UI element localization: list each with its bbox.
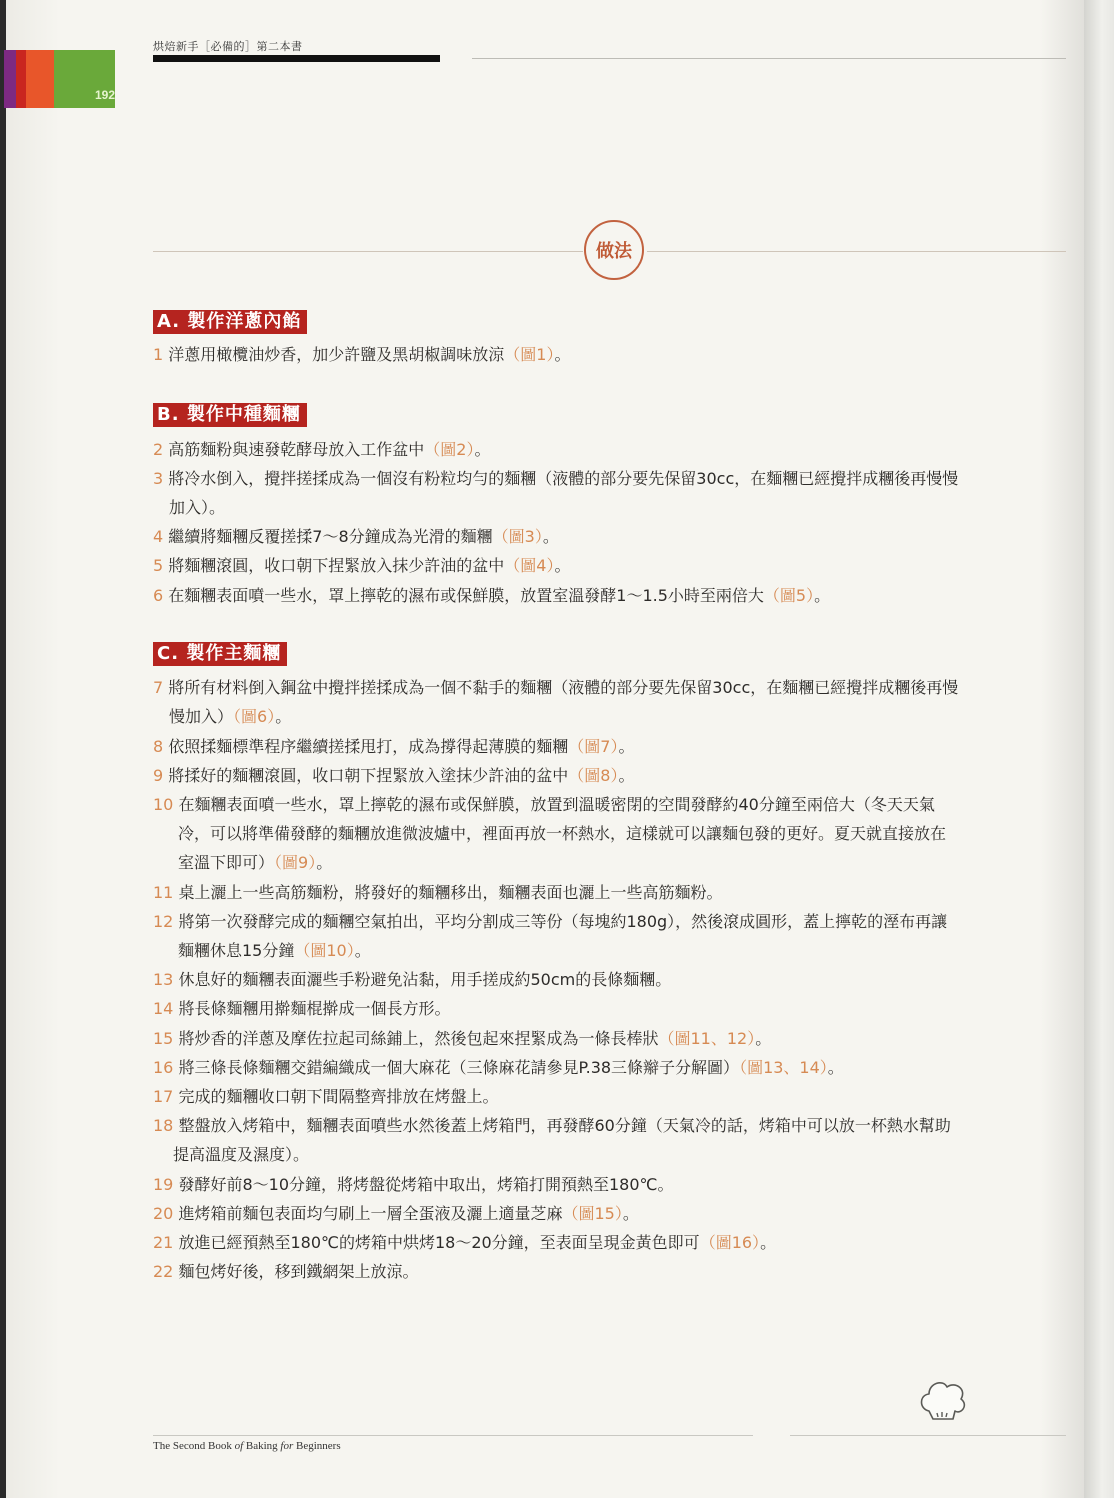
step-text-line2: 冷，可以將準備發酵的麵糰放進微波爐中，裡面再放一杯熱水，這樣就可以讓麵包發的更好。夏天就直接放在 [178,824,947,843]
footer-italic: of [234,1440,244,1452]
step-text-line2: 提高溫度及濕度）。 [173,1145,310,1164]
step-tail: 。 [814,586,831,605]
step-text: 洋蔥用橄欖油炒香，加少許鹽及黑胡椒調味放涼 [168,345,505,364]
step-number: 3 [153,469,164,488]
step-number: 7 [153,678,164,697]
step-tail: 。 [316,853,333,872]
step-number: 14 [153,999,174,1018]
step-number: 9 [153,766,164,785]
step-text: 將第一次發酵完成的麵糰空氣拍出，平均分割成三等份（每塊約180g），然後滾成圓形，蓋上擰乾的溼布再讓 [178,912,948,931]
step-text: 繼續將麵糰反覆搓揉7～8分鐘成為光滑的麵糰 [168,527,493,546]
step-6 [153,581,830,610]
book-title: 烘焙新手［必備的］第二本書 [153,40,303,53]
step-tail: 。 [554,556,571,575]
step-number: 18 [153,1116,174,1135]
header-bar [153,55,440,62]
step-number: 19 [153,1175,174,1194]
figure-ref: （圖5） [763,586,815,605]
section-heading-b: B. 製作中種麵糰 [153,403,307,427]
figure-ref: （圖13、14） [739,1058,828,1077]
step-number: 16 [153,1058,174,1077]
step-tail: 。 [827,1058,844,1077]
figure-ref: （圖3） [492,527,543,546]
figure-ref: （圖11、12） [658,1029,756,1048]
step-10 [153,790,946,877]
step-text: 完成的麵糰收口朝下間隔整齊排放在烤盤上。 [178,1087,499,1106]
step-number: 6 [153,586,164,605]
section-heading-c: C. 製作主麵糰 [153,642,287,666]
figure-ref: （圖6） [233,707,276,726]
step-7 [153,673,958,731]
step-number: 2 [153,440,164,459]
step-text: 整盤放入烤箱中，麵糰表面噴些水然後蓋上烤箱門，再發酵60分鐘（天氣冷的話，烤箱中可以放一杯熱水幫助 [178,1116,951,1135]
step-number: 13 [153,970,174,989]
step-text: 在麵糰表面噴一些水，罩上擰乾的濕布或保鮮膜，放置室溫發酵1～1.5小時至兩倍大 [168,586,764,605]
step-text-line2: 加入）。 [169,498,226,517]
step-tail: 。 [542,527,559,546]
step-text: 將三條長條麵糰交錯編織成一個大麻花（三條麻花請參見P.38三條辮子分解圖） [178,1058,740,1077]
figure-ref: （圖1） [504,345,555,364]
step-text-line3 [153,848,946,877]
step-text: 進烤箱前麵包表面均勻刷上一層全蛋液及灑上適量芝麻 [178,1204,563,1223]
step-tail: 。 [618,737,635,756]
step-12 [153,907,947,965]
step-text: 將揉好的麵糰滾圓，收口朝下捏緊放入塗抹少許油的盆中 [168,766,569,785]
header-rule [472,58,1066,59]
method-badge [584,220,644,280]
method-divider-right [647,251,1066,252]
step-5 [153,551,571,580]
step-text: 高筋麵粉與速發乾酵母放入工作盆中 [168,440,425,459]
color-tab-orange [26,50,54,108]
step-4 [153,522,559,551]
page-left-edge [0,0,6,1498]
step-tail: 。 [275,707,292,726]
section-heading-a: A. 製作洋蔥內餡 [153,310,307,334]
step-text-line2 [153,936,947,965]
step-text-line2 [153,702,958,731]
step-17 [153,1082,498,1111]
step-text: 發酵好前8～10分鐘，將烤盤從烤箱中取出，烤箱打開預熱至180℃。 [178,1175,674,1194]
step-tail: 。 [554,345,571,364]
figure-ref: （圖15） [562,1204,623,1223]
step-tail: 。 [755,1029,772,1048]
step-tail: 。 [622,1204,639,1223]
step-number: 17 [153,1087,174,1106]
step-number: 12 [153,912,174,931]
step-tail: 。 [618,766,635,785]
step-number: 15 [153,1029,174,1048]
step-9 [153,761,635,790]
step-text: 將所有材料倒入鋼盆中攪拌搓揉成為一個不黏手的麵糰（液體的部分要先保留30cc，在麵糰已經攪拌成糰後再慢 [168,678,959,697]
figure-ref: （圖10） [294,941,355,960]
step-number: 21 [153,1233,174,1252]
step-20 [153,1199,639,1228]
figure-ref: （圖4） [504,556,555,575]
step-text-cont: 慢加入） [169,707,234,726]
step-number: 1 [153,345,164,364]
step-tail: 。 [760,1233,777,1252]
step-text: 將麵糰滾圓，收口朝下捏緊放入抹少許油的盆中 [168,556,505,575]
footer-rule-left [153,1435,753,1436]
figure-ref: （圖8） [568,766,619,785]
step-text: 在麵糰表面噴一些水，罩上擰乾的濕布或保鮮膜，放置到溫暖密閉的空間發酵約40分鐘至兩倍大（冬天天氣 [178,795,935,814]
step-number: 22 [153,1262,174,1281]
figure-ref: （圖7） [568,737,619,756]
footer-italic: for [280,1440,294,1452]
figure-ref: （圖9） [274,853,317,872]
step-text: 放進已經預熱至180℃的烤箱中烘烤18～20分鐘，至表面呈現金黃色即可 [178,1233,700,1252]
step-11 [153,878,722,907]
step-tail: 。 [474,440,491,459]
step-8 [153,732,635,761]
step-text: 桌上灑上一些高筋麵粉，將發好的麵糰移出，麵糰表面也灑上一些高筋麵粉。 [178,883,723,902]
method-divider-left [153,251,583,252]
step-number: 5 [153,556,164,575]
step-number: 4 [153,527,164,546]
step-text: 將冷水倒入，攪拌搓揉成為一個沒有粉粒均勻的麵糰（液體的部分要先保留30cc，在麵糰已經攪拌成糰後再慢慢 [168,469,959,488]
page-number: 192 [94,88,115,102]
method-badge-label: 做法 [596,241,632,262]
color-tab-purple [4,50,16,108]
step-text: 將長條麵糰用擀麵棍擀成一個長方形。 [178,999,451,1018]
step-3 [153,464,958,522]
step-16 [153,1053,844,1082]
step-18 [153,1111,951,1169]
step-text: 麵包烤好後，移到鐵網架上放涼。 [178,1262,419,1281]
step-15 [153,1024,771,1053]
step-tail: 。 [354,941,371,960]
footer-book-title [153,1440,341,1452]
footer-part: Baking [243,1440,281,1452]
figure-ref: （圖16） [699,1233,761,1252]
step-text: 將炒香的洋蔥及摩佐拉起司絲鋪上，然後包起來捏緊成為一條長棒狀 [178,1029,659,1048]
step-number: 10 [153,795,174,814]
footer-part: The Second Book [153,1440,235,1452]
page-right-edge [1084,0,1114,1498]
step-text-cont: 室溫下即可） [178,853,275,872]
color-tab-red [16,50,26,108]
step-number: 11 [153,883,174,902]
step-number: 8 [153,737,164,756]
step-number: 20 [153,1204,174,1223]
step-19 [153,1170,674,1199]
step-14 [153,994,450,1023]
footer-part: Beginners [293,1440,341,1452]
step-21 [153,1228,776,1257]
step-22 [153,1257,418,1286]
chef-hat-icon [917,1373,969,1423]
step-text: 休息好的麵糰表面灑些手粉避免沾黏，用手搓成約50cm的長條麵糰。 [178,970,672,989]
step-text-cont: 麵糰休息15分鐘 [178,941,295,960]
footer-rule-right [790,1435,1066,1436]
step-2 [153,435,491,464]
step-13 [153,965,671,994]
step-text: 依照揉麵標準程序繼續搓揉甩打，成為撐得起薄膜的麵糰 [168,737,569,756]
figure-ref: （圖2） [424,440,475,459]
step-1 [153,340,571,369]
